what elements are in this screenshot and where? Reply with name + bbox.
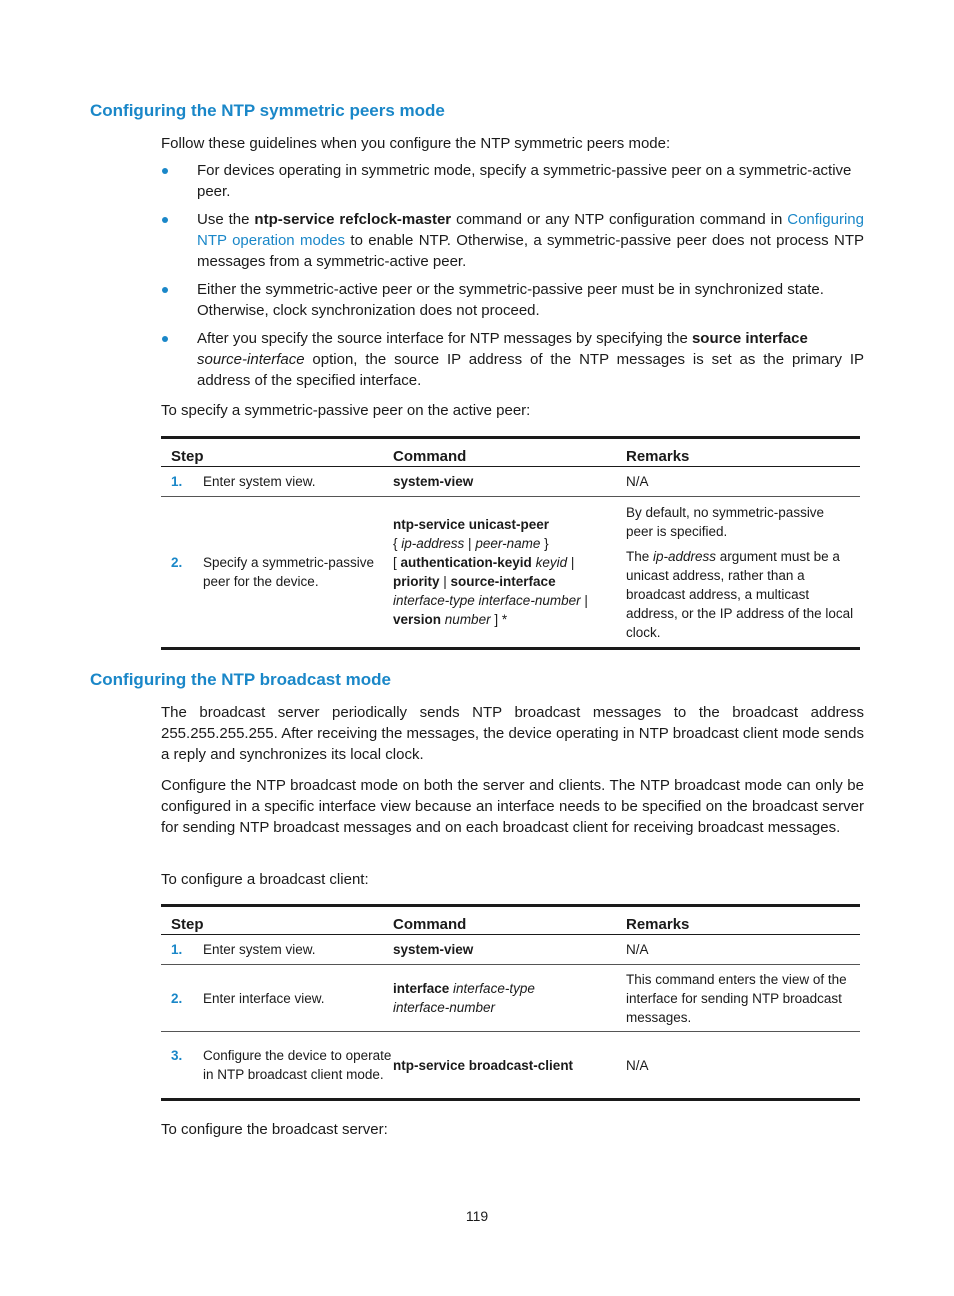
command-syntax: interface interface-type interface-number [393, 981, 535, 1015]
broadcast-client-table [161, 904, 860, 1101]
page-number: 119 [465, 1208, 489, 1224]
command-text: system-view [393, 474, 474, 489]
bullet-icon [162, 336, 168, 342]
trailing-lead: To configure the broadcast server: [161, 1121, 388, 1138]
keyword: source interface [691, 330, 808, 347]
section-title-broadcast-mode: Configuring the NTP broadcast mode [90, 670, 391, 689]
table-row: 3. Configure the device to operate in NTP broadcast client mode. ntp-service broadcast-client N/A [171, 1048, 649, 1082]
list-item: Use the ntp-service refclock-master command or any NTP configuration command in Configuring NTP operation modes to enable NTP. Otherwise, a symmetric-passive peer does not process NTP messages from a symmetric-active peer. [161, 209, 864, 272]
list-item: Either the symmetric-active peer or the symmetric-passive peer must be in synchronized state. Otherwise, clock synchronization does not proceed. [161, 279, 864, 321]
remarks-ip-address: The ip-address argument must be a unicast address, rather than a broadcast address, a multicast address, or the IP address of the local clock. [626, 548, 854, 640]
table2-lead: To configure a broadcast client: [161, 871, 369, 888]
command-text: system-view [393, 942, 474, 957]
argument: source-interface [197, 351, 305, 368]
symmetric-peer-table [161, 436, 860, 650]
list-item: For devices operating in symmetric mode, specify a symmetric-passive peer on a symmetric-active peer. [161, 160, 864, 202]
table1-lead: To specify a symmetric-passive peer on the active peer: [161, 402, 531, 419]
bullet-icon [162, 287, 168, 293]
broadcast-paragraph-1: The broadcast server periodically sends NTP broadcast messages to the broadcast address 255.255.255.255. After receiving the messages, the device operating in NTP broadcast client mode sends a reply and synchronizes its local clock. [161, 704, 864, 763]
broadcast-paragraph-2: Configure the NTP broadcast mode on both the server and clients. The NTP broadcast mode can only be configured in a specific interface view because an interface needs to be specified on the broadcast server for sending NTP broadcast messages and on each broadcast client for receiving broadcast messages. [161, 777, 864, 836]
intro-paragraph: Follow these guidelines when you configure the NTP symmetric peers mode: [161, 135, 671, 152]
bullet-icon [162, 168, 168, 174]
section-title-symmetric-peers: Configuring the NTP symmetric peers mode [90, 101, 445, 120]
remarks-cell: By default, no symmetric-passive peer is specified. The ip-address argument must be a unicast address, rather than a broadcast address, a multicast address, or the IP address of the local clock. [626, 504, 854, 640]
table-row: 2. Enter interface view. interface interface-type interface-number This command enters the view of the interface for sending NTP broadcast messages. [161, 965, 860, 1032]
command-text: ntp-service broadcast-client [393, 1057, 574, 1073]
table-row: 2. Specify a symmetric-passive peer for the device. ntp-service unicast-peer { ip-address | peer-name } [ authentication-keyid keyid | priority | source-interface interface-type interface-number | version number ] * By default, no symmetric-passive peer is specified. The ip-address argument must be a unicast address, rather than a broadcast address, a multicast address, or the IP address of the local clock. [161, 497, 860, 647]
cross-reference-link[interactable]: Configuring NTP operation modes [197, 211, 864, 249]
table-row: 1. Enter system view. system-view N/A [161, 467, 860, 497]
table-row: 1. Enter system view. system-view N/A [161, 935, 860, 965]
command-syntax: ntp-service unicast-peer { ip-address | peer-name } [ authentication-keyid keyid | priority | source-interface interface-type interface-number | version number ] * [393, 517, 588, 627]
bullet-icon [162, 217, 168, 223]
table-header: Step Command Remarks [161, 439, 860, 467]
command-name: ntp-service refclock-master [254, 211, 452, 228]
list-item: After you specify the source interface for NTP messages by specifying the source interface source-interface option, the source IP address of the NTP messages is set as the primary IP address of the specified interface. [161, 328, 864, 391]
guidelines-list [161, 160, 864, 398]
table-header: Step Command Remarks [161, 907, 860, 935]
